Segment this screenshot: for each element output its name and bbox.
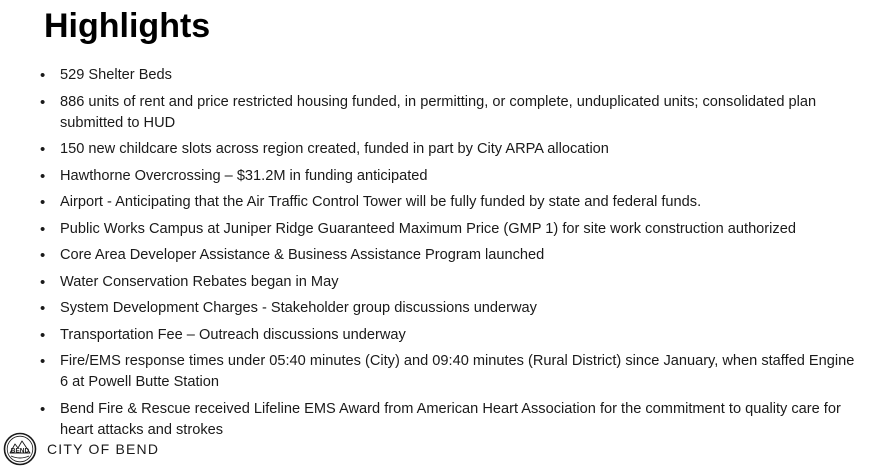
- bullet-icon: •: [40, 300, 46, 317]
- footer: [3, 432, 159, 466]
- list-item-text: System Development Charges - Stakeholder group discussions underway: [60, 300, 537, 316]
- bullet-icon: •: [40, 353, 46, 370]
- list-item: [40, 65, 860, 86]
- list-item: [40, 92, 860, 134]
- bullet-icon: •: [40, 400, 46, 418]
- list-item-text: 886 units of rent and price restricted housing funded, in permitting, or complete, unduplicated units; consolidated plan submitted to HUD: [60, 93, 817, 131]
- bullet-icon: •: [40, 220, 46, 238]
- list-item: [40, 245, 860, 266]
- list-item-text: Water Conservation Rebates began in May: [60, 273, 339, 290]
- organization-name: CITY OF BEND: [47, 441, 160, 457]
- list-item: [40, 192, 860, 213]
- bullet-icon: •: [40, 93, 46, 111]
- list-item: [40, 351, 860, 393]
- list-item: [40, 399, 860, 441]
- bullet-icon: •: [40, 167, 46, 185]
- bullet-icon: •: [40, 326, 46, 344]
- bullet-icon: •: [40, 141, 46, 158]
- list-item: [40, 166, 860, 187]
- bullet-icon: •: [40, 273, 46, 291]
- bullet-icon: •: [40, 67, 46, 84]
- list-item-text: Fire/EMS response times under 05:40 minutes (City) and 09:40 minutes (Rural District) since January, when staffed Engine 6 at Powell Butte Station: [60, 353, 855, 390]
- list-item-text: Airport - Anticipating that the Air Traffic Control Tower will be fully funded by state and federal funds.: [60, 194, 702, 210]
- list-item-text: 150 new childcare slots across region created, funded in part by City ARPA allocation: [60, 141, 609, 157]
- list-item: [40, 139, 860, 160]
- city-of-bend-seal-icon: [3, 432, 37, 466]
- slide-title: Highlights: [44, 7, 211, 45]
- list-item-text: 529 Shelter Beds: [60, 67, 172, 83]
- bullet-icon: •: [40, 247, 46, 264]
- list-item: [40, 325, 860, 346]
- list-item: [40, 219, 860, 240]
- list-item-text: Hawthorne Overcrossing – $31.2M in funding anticipated: [60, 167, 428, 184]
- list-item: [40, 272, 860, 293]
- list-item-text: Core Area Developer Assistance & Business Assistance Program launched: [60, 247, 545, 263]
- list-item-text: Bend Fire & Rescue received Lifeline EMS Award from American Heart Association for the commitment to quality care for heart attacks and strokes: [60, 400, 841, 438]
- list-item-text: Transportation Fee – Outreach discussions underway: [60, 326, 406, 343]
- list-item: [40, 298, 860, 319]
- bullet-icon: •: [40, 194, 46, 211]
- highlights-list: [40, 65, 860, 446]
- logo-text: BEND: [10, 447, 30, 455]
- list-item-text: Public Works Campus at Juniper Ridge Guaranteed Maximum Price (GMP 1) for site work construction authorized: [60, 220, 796, 237]
